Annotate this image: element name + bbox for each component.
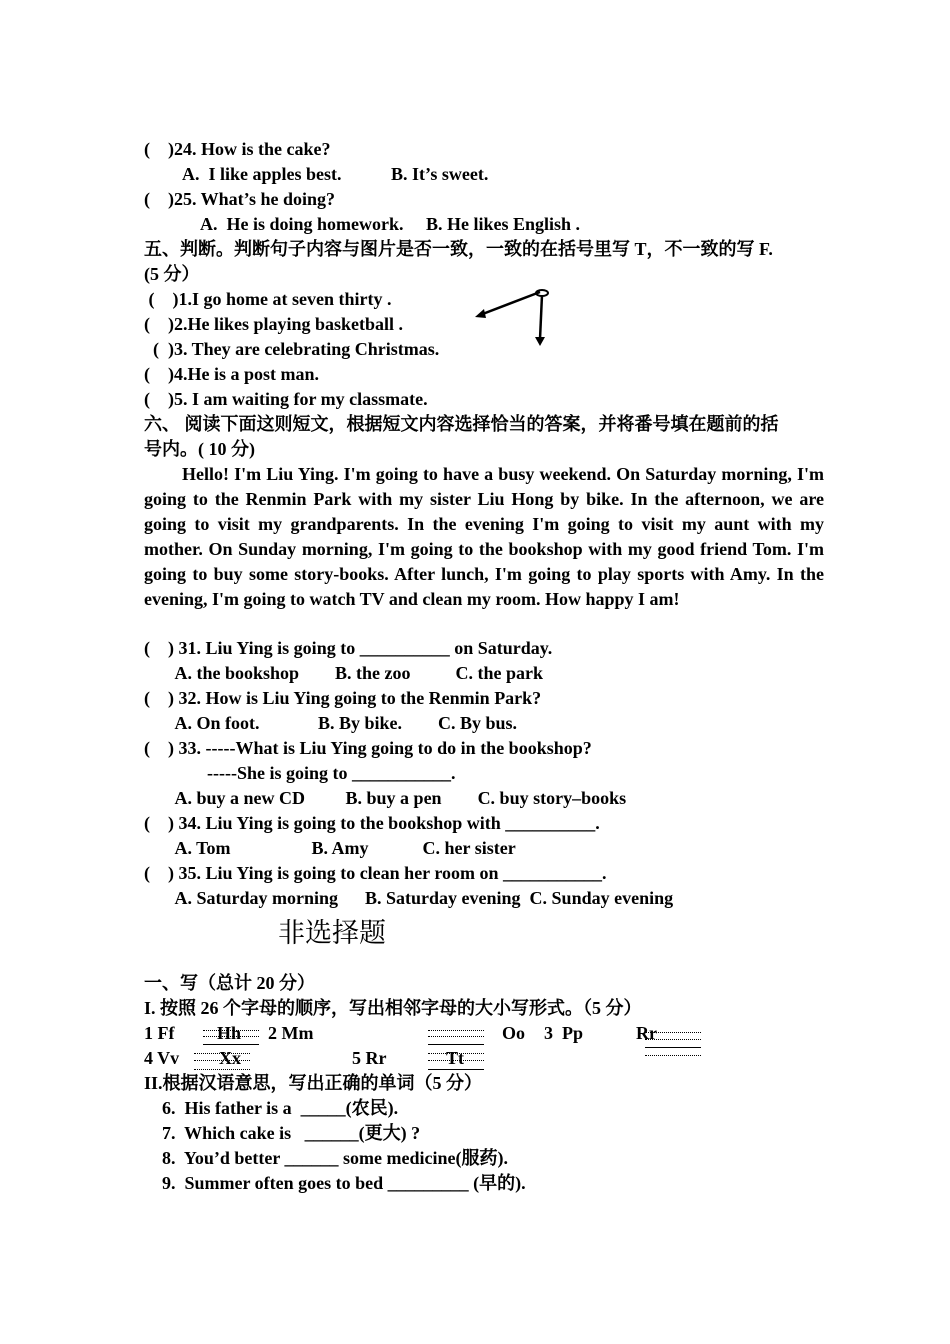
q24-options: A. I like apples best. B. It’s sweet. (182, 164, 489, 184)
q32: ( ) 32. How is Liu Ying going to the Renmin Park? (144, 688, 542, 708)
w8: 8. You’d better ______ some medicine(服药). (162, 1148, 508, 1168)
judge-2: ( )2.He likes playing basketball . (144, 314, 404, 334)
q31-options: A. the bookshop B. the zoo C. the park (144, 663, 544, 683)
write-part-2-title: II.根据汉语意思，写出正确的单词（5 分） (144, 1073, 483, 1093)
letter-pp: 3 Pp (544, 1023, 584, 1043)
judge-3: ( )3. They are celebrating Christmas. (144, 339, 440, 359)
section-5-score: (5 分） (144, 264, 200, 284)
section-6-title: 六、 阅读下面这则短文，根据短文内容选择恰当的答案，并将番号填在题前的括 (144, 414, 779, 434)
reading-passage: Hello! I'm Liu Ying. I'm going to have a busy weekend. On Saturday morning, I'm going to the Renmin Park with my sister Liu Hong by bike. In the afternoon, we are going to visit my grandparents. In the evening I'm going to visit my aunt with my mother. On Sunday morning, I'm going to the bookshop with my good friend Tom. I'm going to buy some story-books. After lunch, I'm going to play sports with Amy. In the evening, I'm going to watch TV and clean my room. How happy I am! (144, 464, 824, 609)
section-5-title: 五、判断。判断句子内容与图片是否一致，一致的在括号里写 T，不一致的写 F. (144, 239, 773, 259)
q35-options: A. Saturday morning B. Saturday evening C. Sunday evening (144, 888, 674, 908)
q34-options: A. Tom B. Amy C. her sister (144, 838, 516, 858)
q25-options: A. He is doing homework. B. He likes English . (200, 214, 581, 234)
letter-tt: Tt (446, 1048, 464, 1068)
clock-hands-drawing (470, 285, 560, 350)
q33-answer-line: -----She is going to ___________. (144, 763, 456, 783)
section-6-title-cont: 号内。( 10 分) (144, 439, 255, 459)
q34: ( ) 34. Liu Ying is going to the bookshop with __________. (144, 813, 600, 833)
write-part-1-title: I. 按照 26 个字母的顺序，写出相邻字母的大小写形式。（5 分） (144, 998, 642, 1018)
judge-1: ( )1.I go home at seven thirty . (144, 289, 392, 309)
w6: 6. His father is a _____(农民). (162, 1098, 399, 1118)
q31: ( ) 31. Liu Ying is going to __________ on Saturday. (144, 638, 553, 658)
letter-xx: Xx (219, 1048, 241, 1068)
q32-options: A. On foot. B. By bike. C. By bus. (144, 713, 518, 733)
w7: 7. Which cake is ______(更大) ? (162, 1123, 421, 1143)
q35: ( ) 35. Liu Ying is going to clean her room on ___________. (144, 863, 607, 883)
q25: ( )25. What’s he doing? (144, 189, 336, 209)
q33: ( ) 33. -----What is Liu Ying going to do in the bookshop? (144, 738, 592, 758)
judge-5: ( )5. I am waiting for my classmate. (144, 389, 428, 409)
q33-options: A. buy a new CD B. buy a pen C. buy story–books (144, 788, 627, 808)
judge-4: ( )4.He is a post man. (144, 364, 319, 384)
write-section-title: 一、写（总计 20 分） (144, 973, 315, 993)
letter-ff: 1 Ff (144, 1023, 175, 1043)
letter-rr: Rr (636, 1023, 657, 1043)
q24: ( )24. How is the cake? (144, 139, 331, 159)
letter-hh: Hh (217, 1023, 242, 1043)
letter-oo: Oo (502, 1023, 526, 1043)
letter-mm: 2 Mm (268, 1023, 314, 1043)
w9: 9. Summer often goes to bed _________ (早的). (162, 1173, 526, 1193)
letter-vv: 4 Vv (144, 1048, 180, 1068)
letter-rr-2: 5 Rr (352, 1048, 387, 1068)
non-choice-heading: 非选择题 (278, 918, 386, 949)
